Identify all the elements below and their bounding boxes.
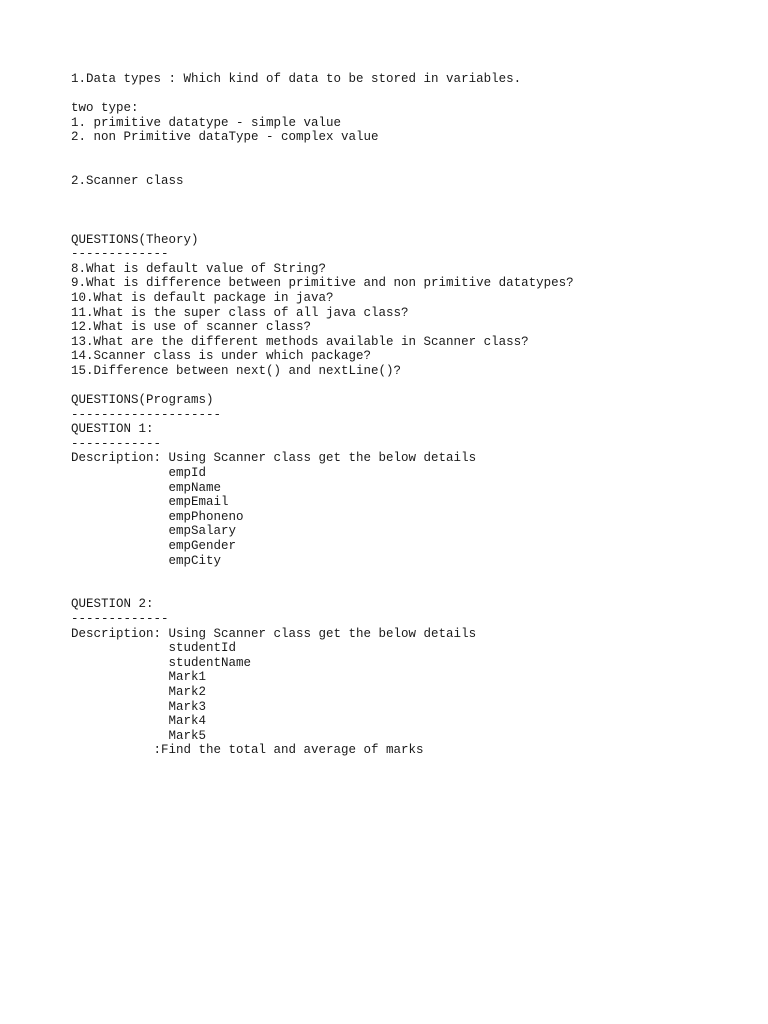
blank-line <box>71 583 574 598</box>
document-line: :Find the total and average of marks <box>71 743 424 758</box>
document-line: QUESTION 1: <box>71 422 154 437</box>
document-line: empEmail <box>71 495 229 510</box>
blank-line <box>71 218 574 233</box>
document-line: empSalary <box>71 524 237 539</box>
document-line: Mark5 <box>71 728 207 743</box>
blank-line <box>71 189 574 204</box>
document-body <box>71 72 574 758</box>
document-line: studentId <box>71 641 237 656</box>
document-line: -------------------- <box>71 407 222 422</box>
document-line: 2. non Primitive dataType - complex value <box>71 130 379 145</box>
document-line: 8.What is default value of String? <box>71 261 327 276</box>
document-line: Description: Using Scanner class get the below details <box>71 451 477 466</box>
document-line: Mark1 <box>71 670 207 685</box>
document-line: ------------- <box>71 247 169 262</box>
document-line: 1. primitive datatype - simple value <box>71 115 342 130</box>
document-line: Description: Using Scanner class get the below details <box>71 626 477 641</box>
document-line: 2.Scanner class <box>71 174 184 189</box>
blank-line <box>71 568 574 583</box>
document-line: 14.Scanner class is under which package? <box>71 349 372 364</box>
document-line: ------------- <box>71 611 169 626</box>
document-line: 15.Difference between next() and nextLine()? <box>71 363 402 378</box>
blank-line <box>71 203 574 218</box>
document-line: ------------ <box>71 436 162 451</box>
document-line: QUESTIONS(Programs) <box>71 393 214 408</box>
document-line: empId <box>71 466 207 481</box>
document-line: empCity <box>71 553 222 568</box>
document-line: QUESTIONS(Theory) <box>71 232 199 247</box>
document-line: 1.Data types : Which kind of data to be stored in variables. <box>71 72 522 86</box>
blank-line <box>71 145 574 160</box>
document-line: 13.What are the different methods available in Scanner class? <box>71 334 529 349</box>
document-line: empGender <box>71 539 237 553</box>
document-line: empPhoneno <box>71 509 244 524</box>
blank-line <box>71 378 574 393</box>
document-line: empName <box>71 480 222 495</box>
document-line: Mark4 <box>71 714 207 729</box>
document-line: Mark2 <box>71 684 207 699</box>
document-line: Mark3 <box>71 699 207 714</box>
blank-line <box>71 87 574 102</box>
document-line: 10.What is default package in java? <box>71 290 334 305</box>
document-line: studentName <box>71 655 252 670</box>
document-line: 9.What is difference between primitive and non primitive datatypes? <box>71 276 574 291</box>
blank-line <box>71 160 574 175</box>
document-line: 12.What is use of scanner class? <box>71 320 312 335</box>
document-line: 11.What is the super class of all java class? <box>71 305 409 320</box>
document-line: QUESTION 2: <box>71 597 154 612</box>
document-line: two type: <box>71 101 139 116</box>
